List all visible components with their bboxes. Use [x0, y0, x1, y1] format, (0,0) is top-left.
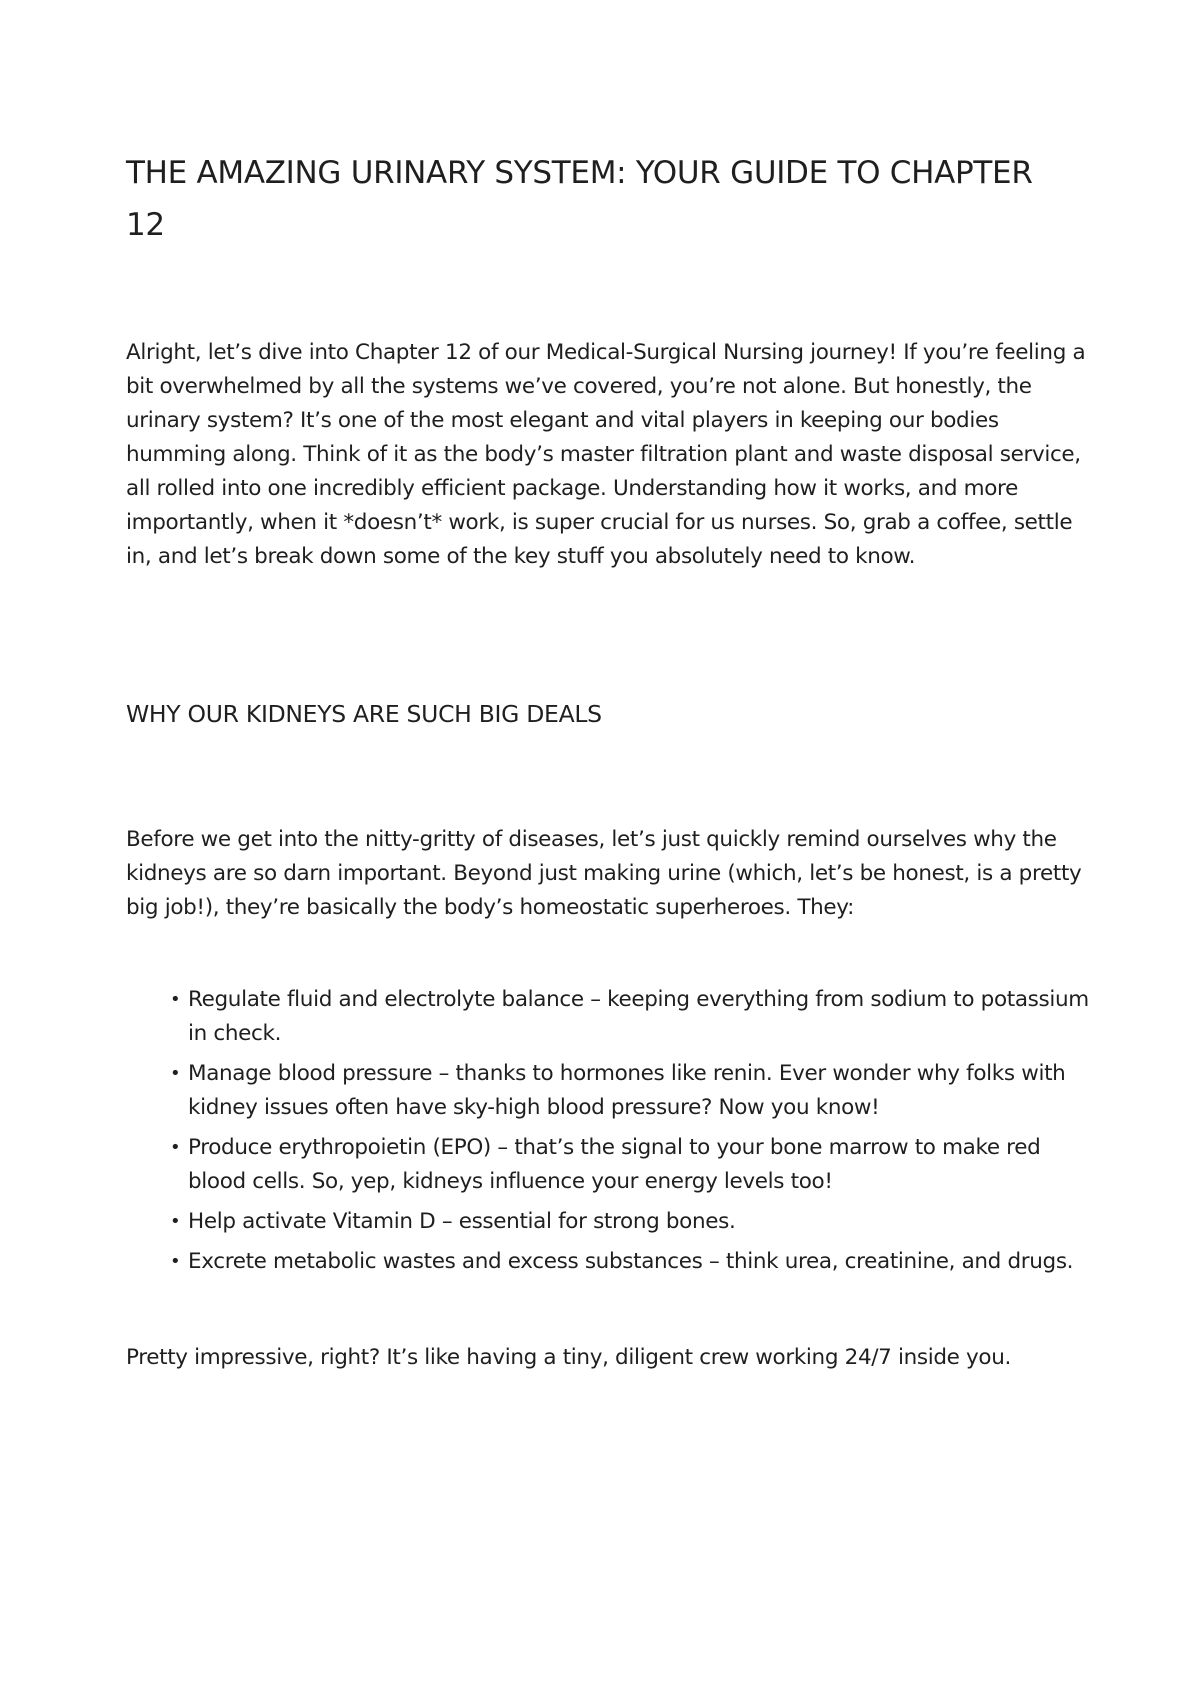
bullet-icon: •	[170, 1251, 181, 1272]
intro-paragraph: Alright, let’s dive into Chapter 12 of our Medical-Surgical Nursing journey! If you’re feeling a bit overwhelmed by all the systems we’ve covered, you’re not alone. But honestly, the urinary system? It’s one of the most elegant and vital players in keeping our bodies humming along. Think of it as the body’s master filtration plant and waste disposal service, all rolled into one incredibly efficient package. Understanding how it works, and more importantly, when it *doesn’t* work, is super crucial for us nurses. So, grab a coffee, settle in, and let’s break down some of the key stuff you absolutely need to know.	[126, 340, 1086, 569]
section-paragraph: Before we get into the nitty-gritty of diseases, let’s just quickly remind ourselves why the kidneys are so darn important. Beyond just making urine (which, let’s be honest, is a pretty big job!), they’re basically the body’s homeostatic superheroes. They:	[126, 827, 1082, 920]
list-item-text: Help activate Vitamin D – essential for strong bones.	[188, 1209, 736, 1234]
list-item-text: Regulate fluid and electrolyte balance – keeping everything from sodium to potassium in check.	[188, 987, 1089, 1046]
list-item-text: Excrete metabolic wastes and excess substances – think urea, creatinine, and drugs.	[188, 1249, 1074, 1274]
list-item-text: Produce erythropoietin (EPO) – that’s the signal to your bone marrow to make red blood cells. So, yep, kidneys influence your energy levels too!	[188, 1135, 1041, 1194]
section-heading: WHY OUR KIDNEYS ARE SUCH BIG DEALS	[126, 700, 602, 728]
document-title: THE AMAZING URINARY SYSTEM: YOUR GUIDE TO CHAPTER 12	[126, 155, 1033, 243]
bullet-icon: •	[170, 1211, 181, 1232]
bullet-icon: •	[170, 1137, 181, 1158]
list-item	[170, 983, 1100, 1051]
bullet-icon: •	[170, 1063, 181, 1084]
list-item	[170, 1205, 1100, 1239]
closing-paragraph: Pretty impressive, right? It’s like having a tiny, diligent crew working 24/7 inside you.	[126, 1345, 1011, 1370]
document-page	[126, 0, 1089, 1696]
list-item	[170, 1245, 1100, 1279]
list-item	[170, 1057, 1100, 1125]
list-item	[170, 1131, 1100, 1199]
list-item-text: Manage blood pressure – thanks to hormones like renin. Ever wonder why folks with kidney issues often have sky-high blood pressure? Now you know!	[188, 1061, 1066, 1120]
kidney-functions-list	[170, 983, 1100, 1285]
bullet-icon: •	[170, 989, 181, 1010]
